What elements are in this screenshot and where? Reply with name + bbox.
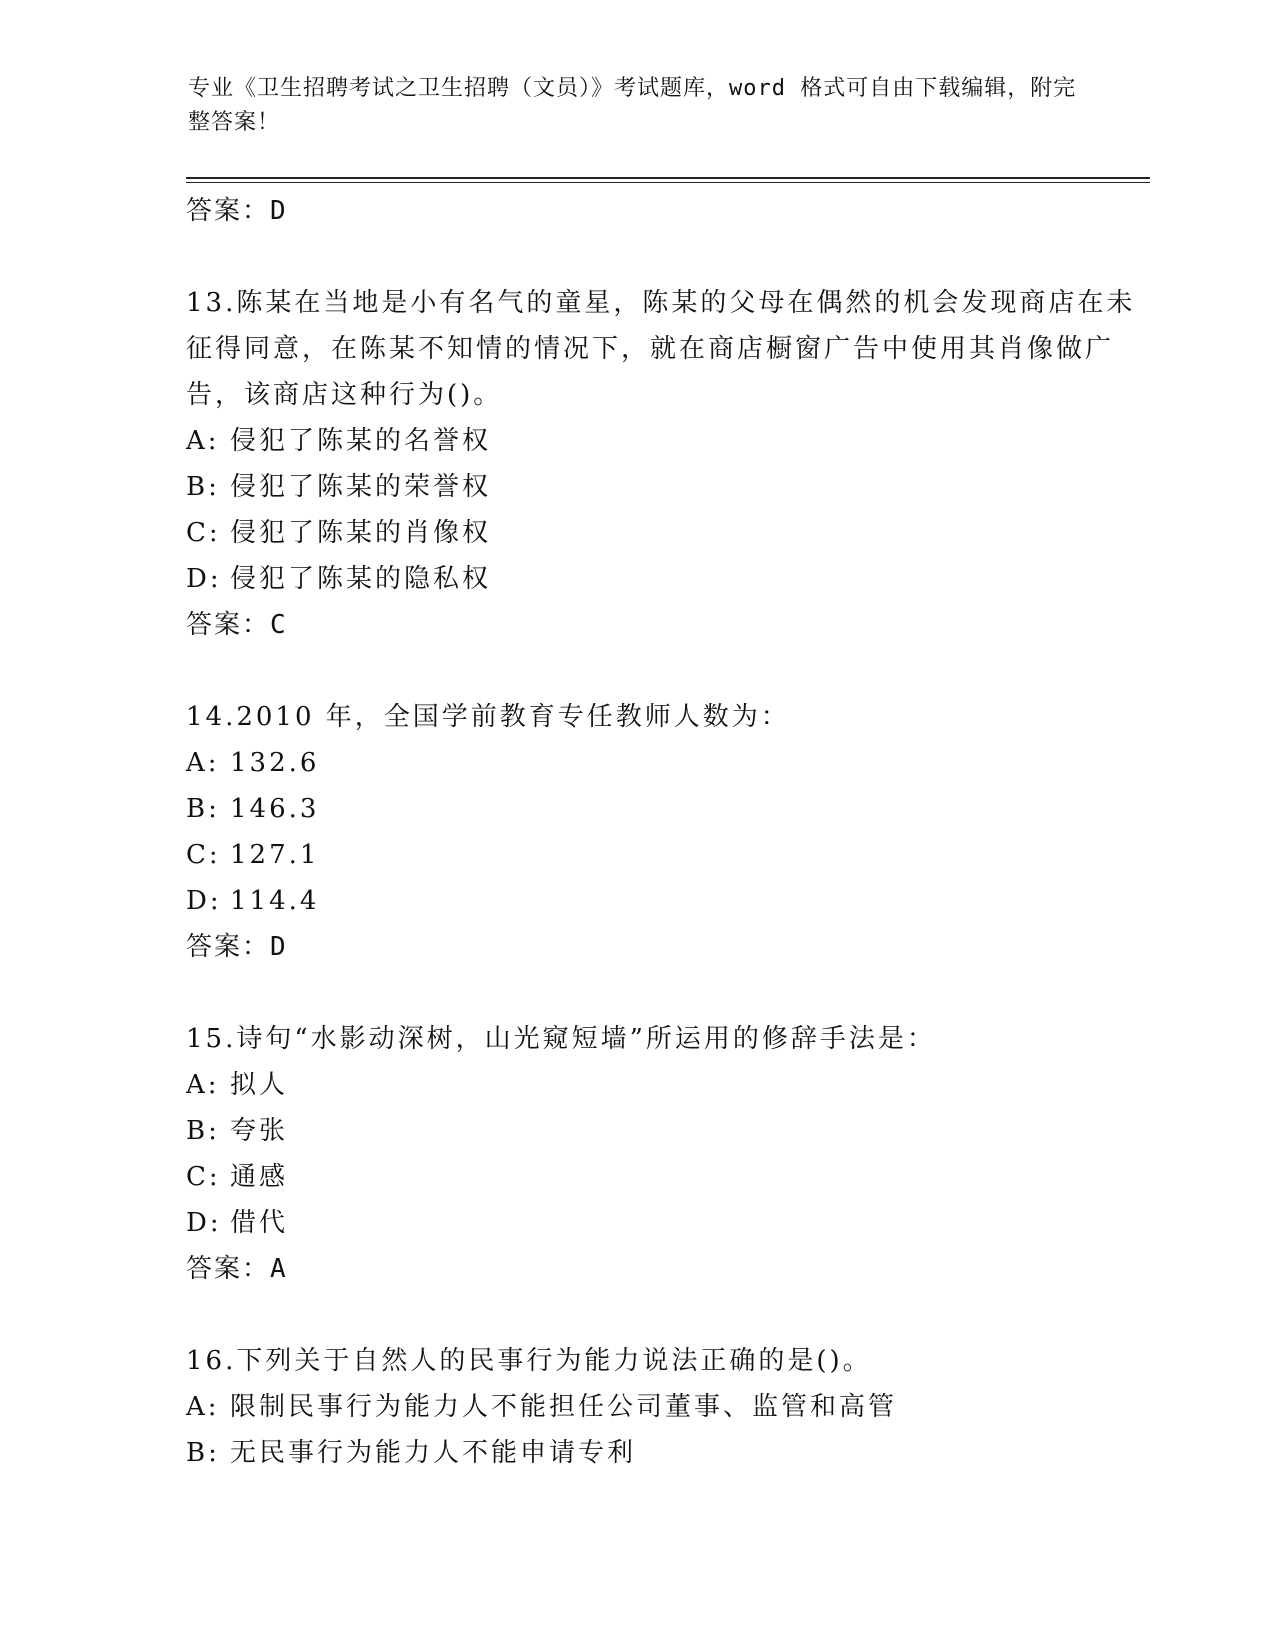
option-text: 侵犯了陈某的隐私权 (230, 564, 492, 594)
option-letter: B: (186, 794, 220, 824)
option-text: 无民事行为能力人不能申请专利 (230, 1438, 637, 1468)
option-text: 114.4 (230, 886, 320, 916)
option-text: 侵犯了陈某的名誉权 (230, 426, 492, 456)
answer-label: 答案： (186, 1254, 271, 1284)
option-letter: A: (186, 1070, 220, 1100)
header-rule-thin (186, 182, 1150, 183)
option-text: 拟人 (230, 1070, 289, 1100)
option-text: 146.3 (230, 794, 320, 824)
header-rule-thick (186, 177, 1150, 179)
option-a (186, 740, 1146, 786)
option-b (186, 1108, 1146, 1154)
answer-line (186, 924, 1146, 970)
option-b (186, 464, 1146, 510)
question-13 (186, 280, 1146, 648)
option-letter: A: (186, 748, 220, 778)
option-b (186, 1430, 1146, 1476)
option-letter: D: (186, 1208, 222, 1238)
option-letter: B: (186, 1438, 220, 1468)
answer-line-12 (186, 188, 1146, 234)
option-c (186, 510, 1146, 556)
question-14 (186, 694, 1146, 970)
option-text: 通感 (230, 1162, 289, 1192)
question-15 (186, 1016, 1146, 1292)
option-letter: D: (186, 886, 222, 916)
option-text: 借代 (230, 1208, 289, 1238)
option-letter: C: (186, 518, 221, 548)
question-text: 16.下列关于自然人的民事行为能力说法正确的是()。 (186, 1346, 872, 1376)
option-c (186, 1154, 1146, 1200)
option-text: 127.1 (230, 840, 320, 870)
option-a (186, 418, 1146, 464)
option-letter: B: (186, 1116, 220, 1146)
option-letter: A: (186, 426, 220, 456)
answer-label: 答案： (186, 932, 271, 962)
question-text: 14.2010 年，全国学前教育专任教师人数为： (186, 702, 790, 732)
option-a (186, 1384, 1146, 1430)
answer-line (186, 602, 1146, 648)
option-letter: C: (186, 840, 221, 870)
option-text: 侵犯了陈某的肖像权 (230, 518, 492, 548)
option-d (186, 556, 1146, 602)
option-text: 夸张 (230, 1116, 289, 1146)
document-header: 专业《卫生招聘考试之卫生招聘（文员）》考试题库，word 格式可自由下载编辑，附完整答案！ (188, 76, 1077, 135)
answer-line (186, 1246, 1146, 1292)
option-text: 侵犯了陈某的荣誉权 (230, 472, 492, 502)
answer-value: D (270, 196, 288, 226)
option-text: 132.6 (230, 748, 320, 778)
option-letter: C: (186, 1162, 221, 1192)
option-d (186, 878, 1146, 924)
option-c (186, 832, 1146, 878)
answer-value: D (270, 932, 288, 962)
answer-value: C (270, 610, 288, 640)
option-letter: A: (186, 1392, 220, 1422)
answer-label: 答案： (186, 610, 271, 640)
answer-label: 答案： (186, 196, 271, 226)
option-letter: B: (186, 472, 220, 502)
option-a (186, 1062, 1146, 1108)
document-body (186, 188, 1146, 1476)
option-d (186, 1200, 1146, 1246)
question-text: 13.陈某在当地是小有名气的童星，陈某的父母在偶然的机会发现商店在未征得同意，在陈某不知情的情况下，就在商店橱窗广告中使用其肖像做广告，该商店这种行为()。 (186, 288, 1136, 410)
option-text: 限制民事行为能力人不能担任公司董事、监管和高管 (230, 1392, 898, 1422)
option-b (186, 786, 1146, 832)
option-letter: D: (186, 564, 222, 594)
question-text: 15.诗句“水影动深树，山光窥短墙”所运用的修辞手法是： (186, 1024, 936, 1054)
question-16 (186, 1338, 1146, 1476)
answer-value: A (270, 1254, 288, 1284)
